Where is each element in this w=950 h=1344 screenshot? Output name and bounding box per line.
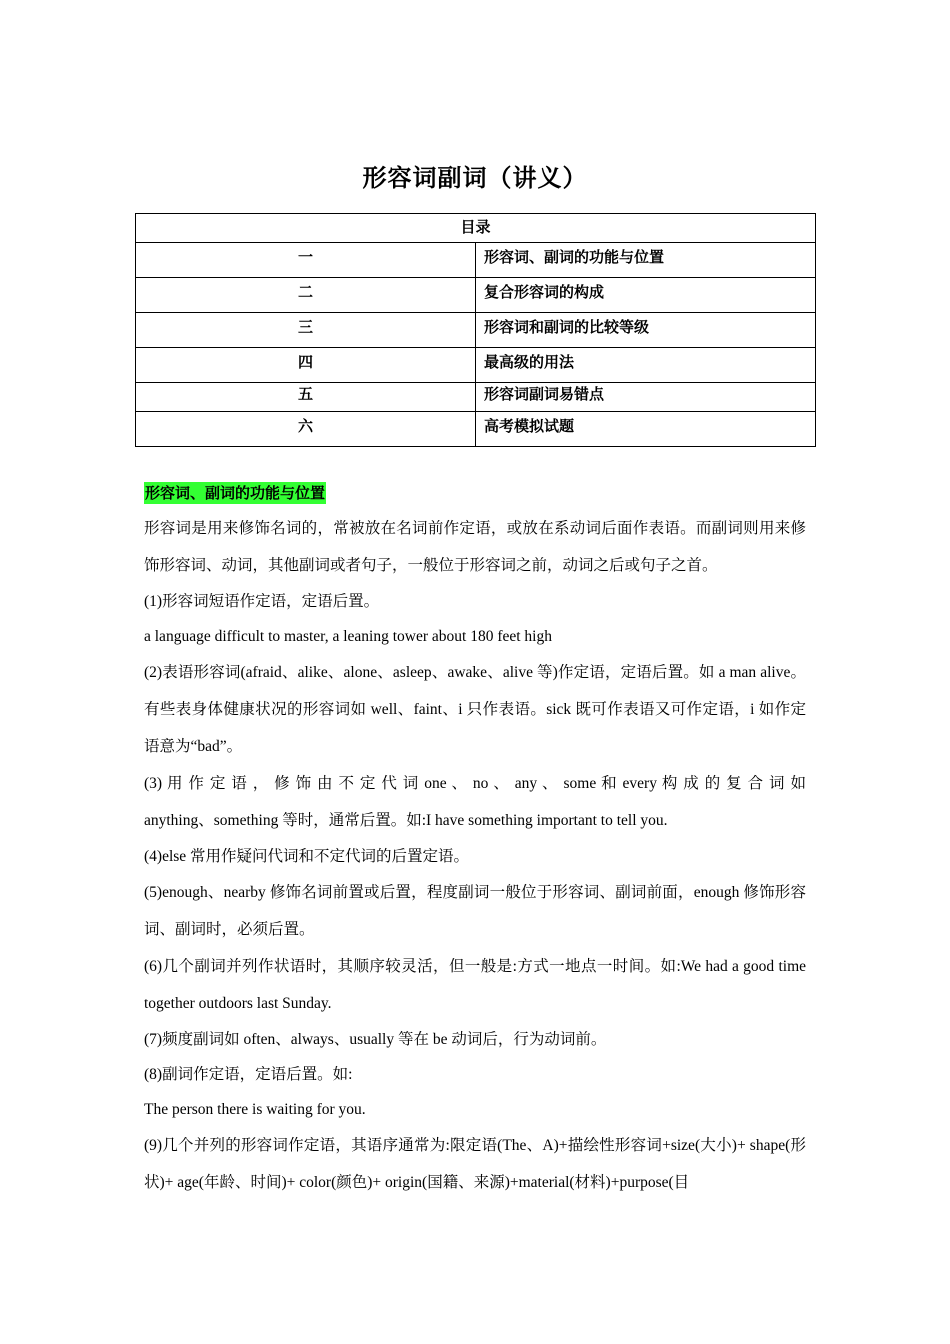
toc-entry: 高考模拟试题	[476, 412, 816, 447]
table-row	[136, 383, 816, 412]
toc-entry: 形容词副词易错点	[476, 383, 816, 412]
table-of-contents	[135, 213, 816, 447]
toc-number: 六	[136, 412, 476, 447]
paragraph: (7)频度副词如 often、always、usually 等在 be 动词后，行为动词前。	[144, 1031, 607, 1048]
toc-number: 五	[136, 383, 476, 412]
paragraph: a language difficult to master, a leaning tower about 180 feet high	[144, 628, 552, 645]
paragraph: (8)副词作定语，定语后置。如:	[144, 1066, 353, 1083]
section-heading: 形容词、副词的功能与位置	[145, 484, 326, 502]
paragraph: 形容词是用来修饰名词的，常被放在名词前作定语，或放在系动词后面作表语。而副词则用来修饰形容词、动词，其他副词或者句子，一般位于形容词之前，动词之后或句子之首。	[144, 520, 806, 574]
toc-entry: 形容词、副词的功能与位置	[476, 243, 816, 278]
paragraph: (9)几个并列的形容词作定语，其语序通常为:限定语(The、A)+描绘性形容词+size(大小)+ shape(形状)+ age(年龄、时间)+ color(颜色)+ origin(国籍、来源)+material(材料)+purpose(目	[144, 1137, 806, 1191]
section-content	[144, 478, 806, 1201]
paragraph: (1)形容词短语作定语，定语后置。	[144, 593, 380, 610]
paragraph: The person there is waiting for you.	[144, 1101, 366, 1118]
toc-number: 一	[136, 243, 476, 278]
toc-number: 四	[136, 348, 476, 383]
table-row	[136, 348, 816, 383]
paragraph: (2)表语形容词(afraid、alike、alone、asleep、awake、alive 等)作定语，定语后置。如 a man alive。有些表身体健康状况的形容词如 well、faint、i 只作表语。sick 既可作表语又可作定语，i 如作定语意为“bad”。	[144, 664, 806, 755]
toc-number: 三	[136, 313, 476, 348]
toc-entry: 最高级的用法	[476, 348, 816, 383]
toc-header: 目录	[136, 214, 816, 243]
page-title: 形容词副词（讲义）	[362, 164, 588, 192]
table-row	[136, 243, 816, 278]
table-row	[136, 278, 816, 313]
toc-number: 二	[136, 278, 476, 313]
paragraph: (3) 用 作 定 语 ， 修 饰 由 不 定 代 词 one 、 no 、 any 、 some 和 every 构 成 的 复 合 词 如 anything、something 等时，通常后置。如:I have something important to tell you.	[144, 775, 806, 829]
table-row	[136, 313, 816, 348]
paragraph: (6)几个副词并列作状语时，其顺序较灵活，但一般是:方式一地点一时间。如:We had a good time together outdoors last Sunday.	[144, 958, 806, 1012]
toc-header-row	[136, 214, 816, 243]
toc-entry: 形容词和副词的比较等级	[476, 313, 816, 348]
paragraph: (4)else 常用作疑问代词和不定代词的后置定语。	[144, 848, 470, 865]
toc-entry: 复合形容词的构成	[476, 278, 816, 313]
table-row	[136, 412, 816, 447]
paragraph: (5)enough、nearby 修饰名词前置或后置，程度副词一般位于形容词、副词前面，enough 修饰形容词、副词时，必须后置。	[144, 884, 806, 938]
